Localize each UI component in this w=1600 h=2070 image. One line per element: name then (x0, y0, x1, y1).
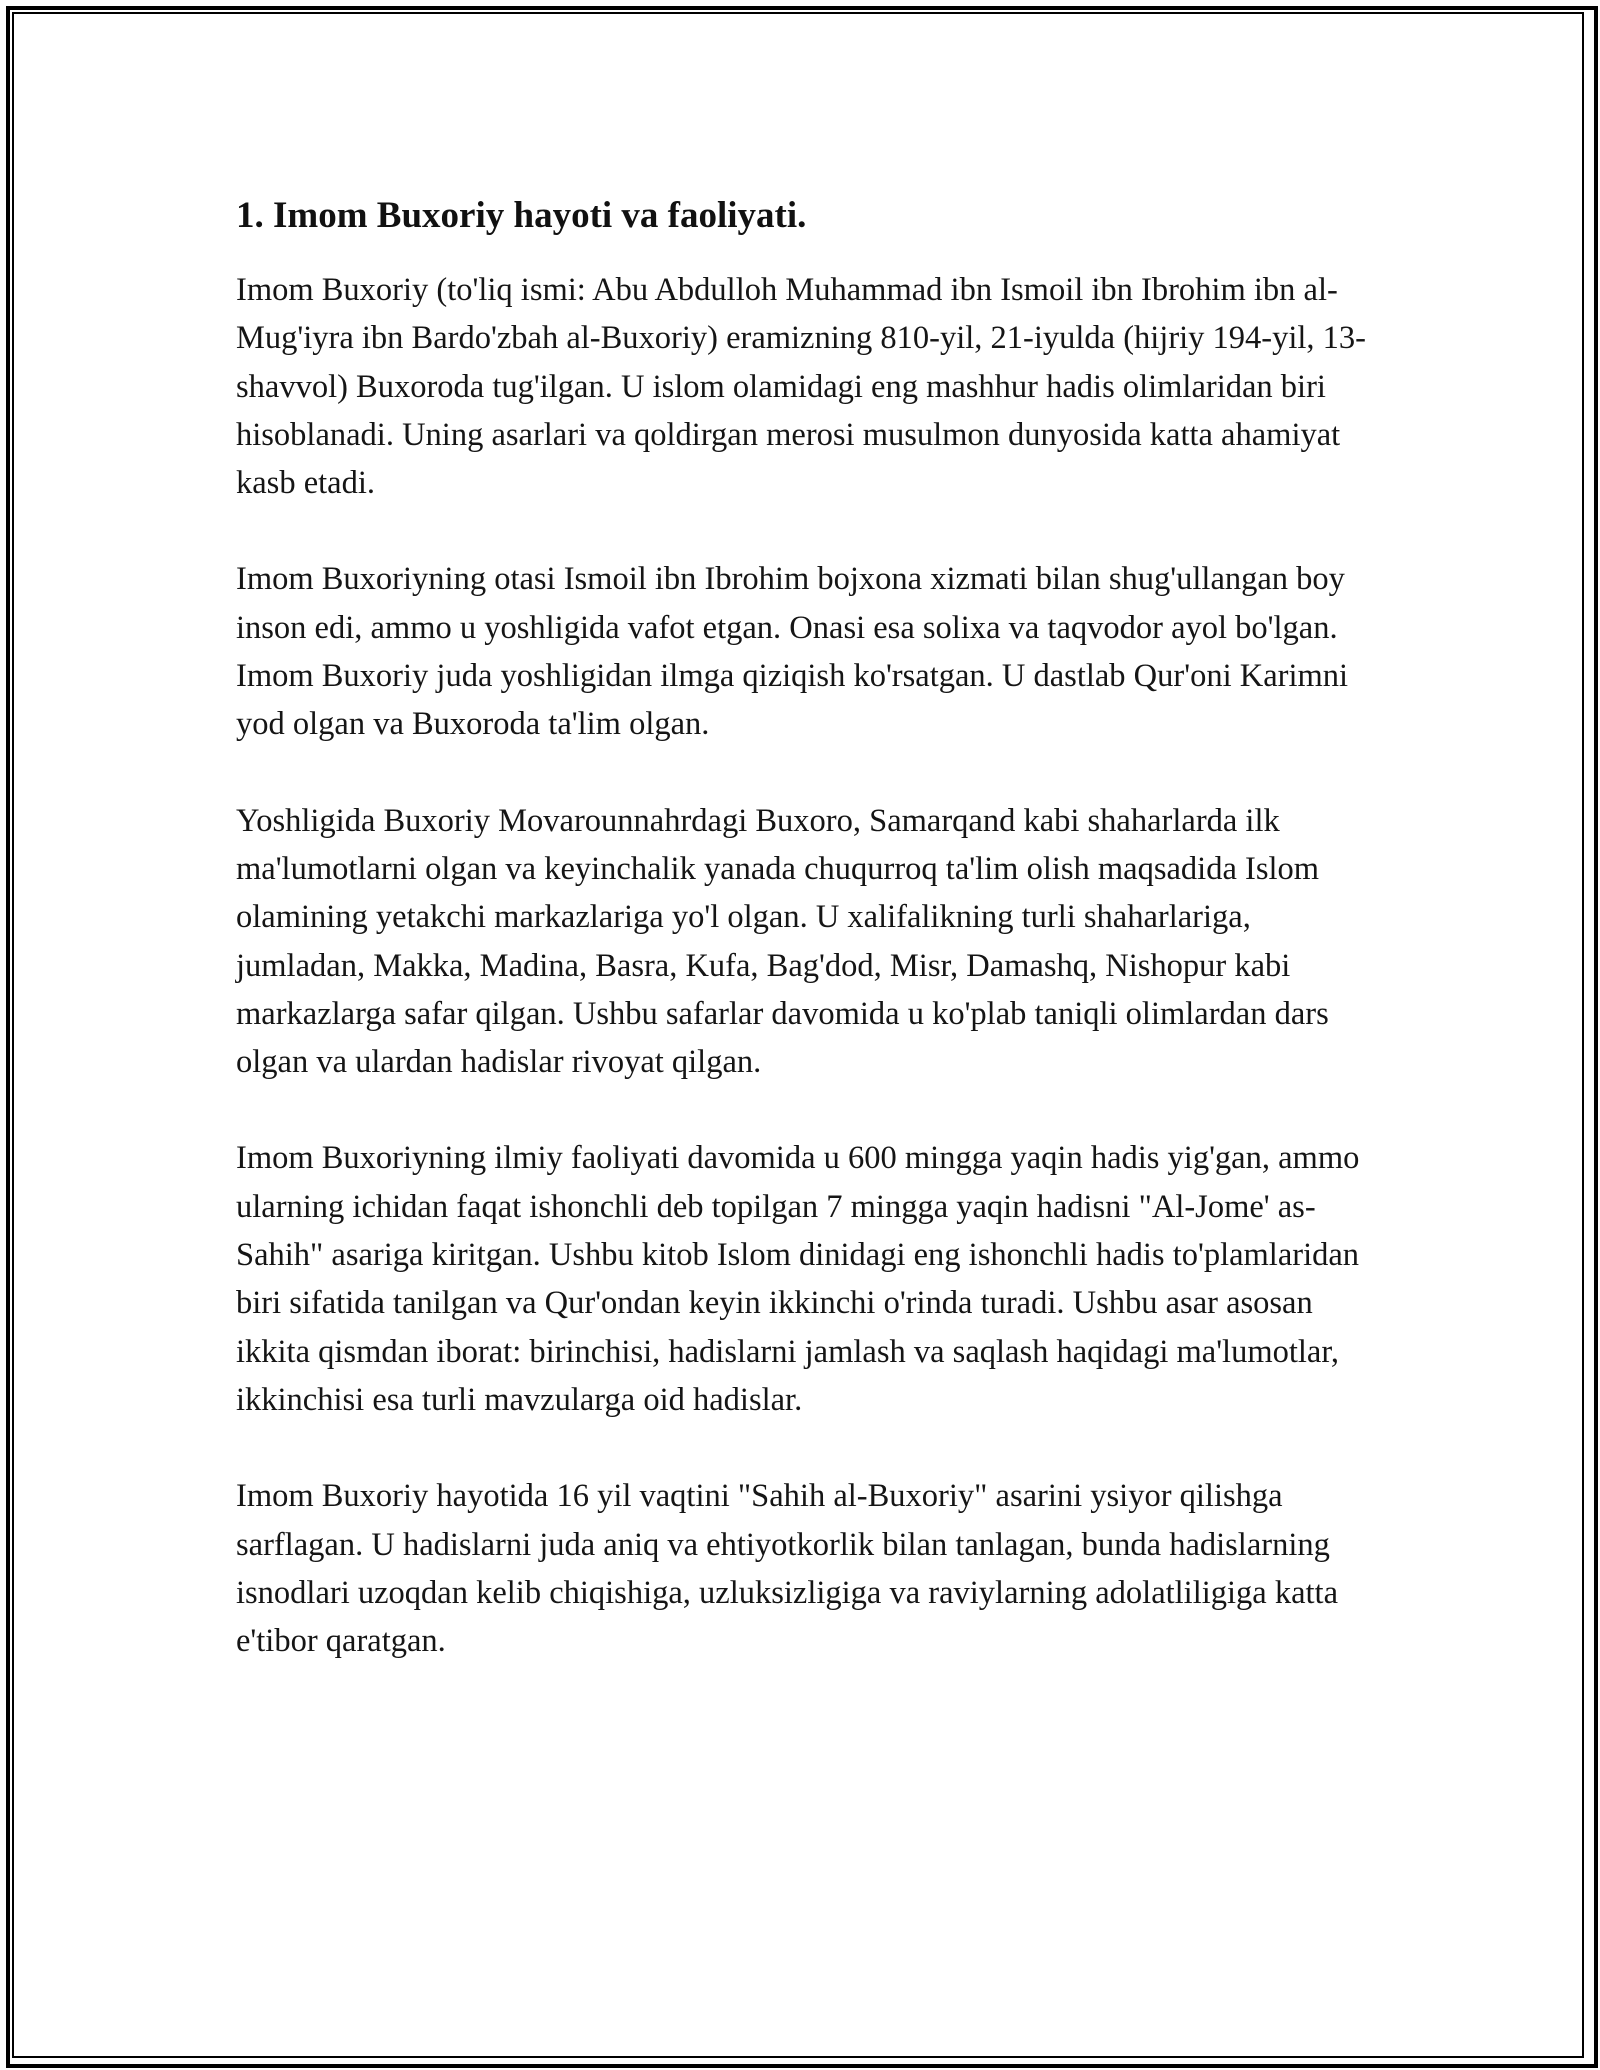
paragraph-scholarly-work: Imom Buxoriyning ilmiy faoliyati davomida u 600 mingga yaqin hadis yig'gan, ammo ularning ichidan faqat ishonchli deb topilgan 7 mingga yaqin hadisni "Al-Jome' as-Sahih" asariga kiritgan. Ushbu kitob Islom dinidagi eng ishonchli hadis to'plamlaridan biri sifatida tanilgan va Qur'ondan keyin ikkinchi o'rinda turadi. Ushbu asar asosan ikkita qismdan iborat: birinchisi, hadislarni jamlash va saqlash haqidagi ma'lumotlar, ikkinchisi esa turli mavzularga oid hadislar. (236, 1140, 1360, 1418)
document-body (236, 188, 1366, 1713)
section-heading: 1. Imom Buxoriy hayoti va faoliyati. (236, 195, 807, 236)
paragraph-biography-intro: Imom Buxoriy (to'liq ismi: Abu Abdulloh Muhammad ibn Ismoil ibn Ibrohim ibn al-Mug'iyra ibn Bardo'zbah al-Buxoriy) eramizning 810-yil, 21-iyulda (hijriy 194-yil, 13-shavvol) Buxoroda tug'ilgan. U islom olamidagi eng mashhur hadis olimlaridan biri hisoblanadi. Uning asarlari va qoldirgan merosi musulmon dunyosida katta ahamiyat kasb etadi. (236, 272, 1367, 502)
paragraph-family: Imom Buxoriyning otasi Ismoil ibn Ibrohim bojxona xizmati bilan shug'ullangan boy inson edi, ammo u yoshligida vafot etgan. Onasi esa solixa va taqvodor ayol bo'lgan. Imom Buxoriy juda yoshligidan ilmga qiziqish ko'rsatgan. U dastlab Qur'oni Karimni yod olgan va Buxoroda ta'lim olgan. (236, 561, 1349, 743)
paragraph-travels: Yoshligida Buxoriy Movarounnahrdagi Buxoro, Samarqand kabi shaharlarda ilk ma'lumotlarni olgan va keyinchalik yanada chuqurroq ta'lim olish maqsadida Islom olamining yetakchi markazlariga yo'l olgan. U xalifalikning turli shaharlariga, jumladan, Makka, Madina, Basra, Kufa, Bag'dod, Misr, Damashq, Nishopur kabi markazlarga safar qilgan. Ushbu safarlar davomida u ko'plab taniqli olimlardan dars olgan va ulardan hadislar rivoyat qilgan. (236, 802, 1329, 1081)
paragraph-sahih-compilation: Imom Buxoriy hayotida 16 yil vaqtini "Sahih al-Buxoriy" asarini ysiyor qilishga sarflagan. U hadislarni juda aniq va ehtiyotkorlik bilan tanlagan, bunda hadislarning isnodlari uzoqdan kelib chiqishiga, uzluksizligiga va raviylarning adolatliligiga katta e'tibor qaratgan. (236, 1478, 1339, 1660)
